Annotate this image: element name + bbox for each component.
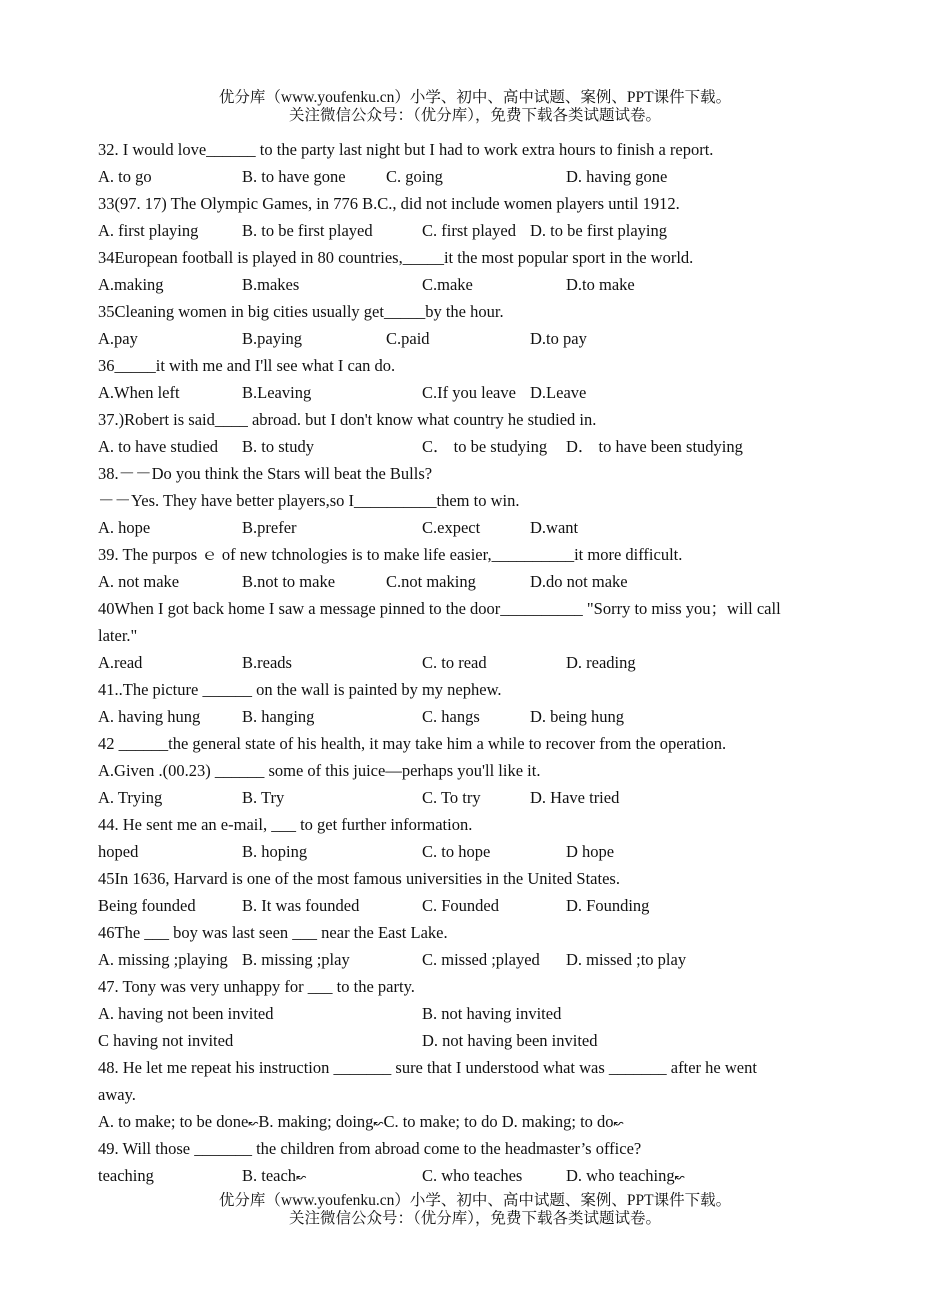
q44-options: [98, 838, 858, 865]
q32-options: [98, 163, 858, 190]
q42-stem-2: A.Given .(00.23) ______ some of this juice—perhaps you'll like it.: [98, 761, 541, 780]
q47-options-row-1: [98, 1000, 858, 1027]
q32-option-c: C. going: [386, 167, 443, 186]
q46-option-a: A. missing ;playing: [98, 950, 228, 969]
page-footer: [0, 1192, 950, 1228]
q38-stem: 38.－－Do you think the Stars will beat the Bulls?: [98, 464, 433, 483]
q40-option-b: B.reads: [242, 653, 292, 672]
q40-option-a: A.read: [98, 653, 143, 672]
q46-option-c: C. missed ;played: [422, 950, 540, 969]
q34-options: [98, 271, 858, 298]
q40-stem-2: later.": [98, 626, 138, 645]
q46-stem: 46The ___ boy was last seen ___ near the East Lake.: [98, 923, 448, 942]
curl-mark-icon: ↜: [296, 1170, 307, 1184]
q44-option-a: hoped: [98, 842, 139, 861]
q32-option-d: D. having gone: [566, 167, 668, 186]
q49-option-d-group: [566, 1162, 685, 1191]
q42-option-b: B. Try: [242, 788, 285, 807]
q49-option-d: D. who teaching: [566, 1166, 675, 1185]
footer-line-1: 优分库（www.youfenku.cn）小学、初中、高中试题、案例、PPT课件下载。: [218, 1192, 732, 1209]
q36-option-c: C.If you leave: [422, 383, 516, 402]
q34-option-a: A.making: [98, 275, 164, 294]
q47-option-c: C having not invited: [98, 1031, 234, 1050]
q41-options: [98, 703, 858, 730]
curl-mark-icon: ↜: [613, 1116, 624, 1130]
q48-stem-2: away.: [98, 1085, 136, 1104]
q35-options: [98, 325, 858, 352]
curl-mark-icon: ↜: [373, 1116, 384, 1130]
q34-option-b: B.makes: [242, 275, 300, 294]
q33-option-a: A. first playing: [98, 221, 199, 240]
q36-option-a: A.When left: [98, 383, 180, 402]
q48-stem: 48. He let me repeat his instruction _______ sure that I understood what was _______ after he went: [98, 1058, 757, 1077]
q45-options: [98, 892, 858, 919]
q38-option-d: D.want: [530, 518, 579, 537]
q33-option-b: B. to be first played: [242, 221, 373, 240]
q42-option-c: C. To try: [422, 788, 481, 807]
q36-options: [98, 379, 858, 406]
q37-option-a: A. to have studied: [98, 437, 219, 456]
q35-stem: 35Cleaning women in big cities usually get_____by the hour.: [98, 302, 504, 321]
q33-option-d: D. to be first playing: [530, 221, 668, 240]
q35-option-c: C.paid: [386, 329, 430, 348]
q38-options: [98, 514, 858, 541]
q37-option-c: C． to be studying: [422, 437, 548, 456]
curl-mark-icon: ↜: [248, 1116, 259, 1130]
q45-option-d: D. Founding: [566, 896, 650, 915]
q47-option-d: D. not having been invited: [422, 1031, 598, 1050]
curl-mark-icon: ↜: [674, 1170, 685, 1184]
q41-option-d: D. being hung: [530, 707, 624, 726]
q49-option-a: teaching: [98, 1166, 154, 1185]
q48-option-d: D. making; to do: [501, 1112, 614, 1131]
q48-option-a: A. to make; to be done: [98, 1112, 249, 1131]
q48-option-c: C. to make; to do: [383, 1112, 498, 1131]
q45-option-a: Being founded: [98, 896, 196, 915]
q40-option-c: C. to read: [422, 653, 487, 672]
q41-option-a: A. having hung: [98, 707, 201, 726]
q39-option-a: A. not make: [98, 572, 180, 591]
q32-stem: 32. I would love______ to the party last night but I had to work extra hours to finish a report.: [98, 140, 714, 159]
q44-stem: 44. He sent me an e-mail, ___ to get further information.: [98, 815, 473, 834]
q34-stem: 34European football is played in 80 countries,_____it the most popular sport in the world.: [98, 248, 694, 267]
q33-stem: 33(97. 17) The Olympic Games, in 776 B.C., did not include women players until 1912.: [98, 194, 680, 213]
q38-option-a: A. hope: [98, 518, 151, 537]
q39-option-d: D.do not make: [530, 572, 628, 591]
q48-option-b: B. making; doing: [258, 1112, 374, 1131]
q33-option-c: C. first played: [422, 221, 516, 240]
q49-option-c: C. who teaches: [422, 1166, 523, 1185]
q46-option-b: B. missing ;play: [242, 950, 350, 969]
q36-option-d: D.Leave: [530, 383, 587, 402]
question-list: [98, 136, 858, 1189]
q47-stem: 47. Tony was very unhappy for ___ to the party.: [98, 977, 415, 996]
q33-options: [98, 217, 858, 244]
q49-stem: 49. Will those _______ the children from abroad come to the headmaster’s office?: [98, 1139, 642, 1158]
q45-option-c: C. Founded: [422, 896, 500, 915]
q45-stem: 45In 1636, Harvard is one of the most famous universities in the United States.: [98, 869, 620, 888]
q47-option-b: B. not having invited: [422, 1004, 562, 1023]
q39-option-c: C.not making: [386, 572, 476, 591]
q41-option-c: C. hangs: [422, 707, 480, 726]
q44-option-d: D hope: [566, 842, 615, 861]
q49-options: [98, 1162, 858, 1189]
q48-options: [98, 1108, 858, 1135]
q42-options: [98, 784, 858, 811]
q35-option-a: A.pay: [98, 329, 138, 348]
q46-options: [98, 946, 858, 973]
q35-option-b: B.paying: [242, 329, 303, 348]
q47-options-row-2: [98, 1027, 858, 1054]
header-line-2: 关注微信公众号：（优分库），免费下载各类试题试卷。: [288, 107, 661, 124]
q35-option-d: D.to pay: [530, 329, 587, 348]
q36-option-b: B.Leaving: [242, 383, 312, 402]
q47-option-a: A. having not been invited: [98, 1004, 274, 1023]
q37-option-b: B. to study: [242, 437, 314, 456]
q49-option-b-group: [242, 1162, 306, 1191]
q42-stem: 42 ______the general state of his health, it may take him a while to recover from the operation.: [98, 734, 727, 753]
header-line-1: 优分库（www.youfenku.cn）小学、初中、高中试题、案例、PPT课件下载。: [218, 89, 732, 106]
q32-option-a: A. to go: [98, 167, 152, 186]
q44-option-b: B. hoping: [242, 842, 308, 861]
q40-options: [98, 649, 858, 676]
q42-option-d: D. Have tried: [530, 788, 620, 807]
q38-option-b: B.prefer: [242, 518, 297, 537]
q40-option-d: D. reading: [566, 653, 636, 672]
q45-option-b: B. It was founded: [242, 896, 360, 915]
q37-option-d: D． to have been studying: [566, 437, 743, 456]
q34-option-c: C.make: [422, 275, 473, 294]
q42-option-a: A. Trying: [98, 788, 163, 807]
q39-options: [98, 568, 858, 595]
q41-option-b: B. hanging: [242, 707, 315, 726]
q41-stem: 41..The picture ______ on the wall is painted by my nephew.: [98, 680, 502, 699]
q44-option-c: C. to hope: [422, 842, 491, 861]
q49-option-b: B. teach: [242, 1166, 297, 1185]
q38-stem-2: －－Yes. They have better players,so I__________them to win.: [98, 491, 520, 510]
q32-option-b: B. to have gone: [242, 167, 346, 186]
q39-option-b: B.not to make: [242, 572, 336, 591]
q36-stem: 36_____it with me and I'll see what I can do.: [98, 356, 396, 375]
page-header: [0, 89, 950, 125]
q39-stem: 39. The purpos ｅ of new tchnologies is to make life easier,__________it more difficult.: [98, 545, 683, 564]
q37-stem: 37.)Robert is said____ abroad. but I don't know what country he studied in.: [98, 410, 597, 429]
q34-option-d: D.to make: [566, 275, 635, 294]
footer-line-2: 关注微信公众号：（优分库），免费下载各类试题试卷。: [288, 1210, 661, 1227]
q37-options: [98, 433, 858, 460]
q46-option-d: D. missed ;to play: [566, 950, 687, 969]
q38-option-c: C.expect: [422, 518, 481, 537]
q40-stem: 40When I got back home I saw a message pinned to the door__________ "Sorry to miss you；will call: [98, 599, 781, 618]
